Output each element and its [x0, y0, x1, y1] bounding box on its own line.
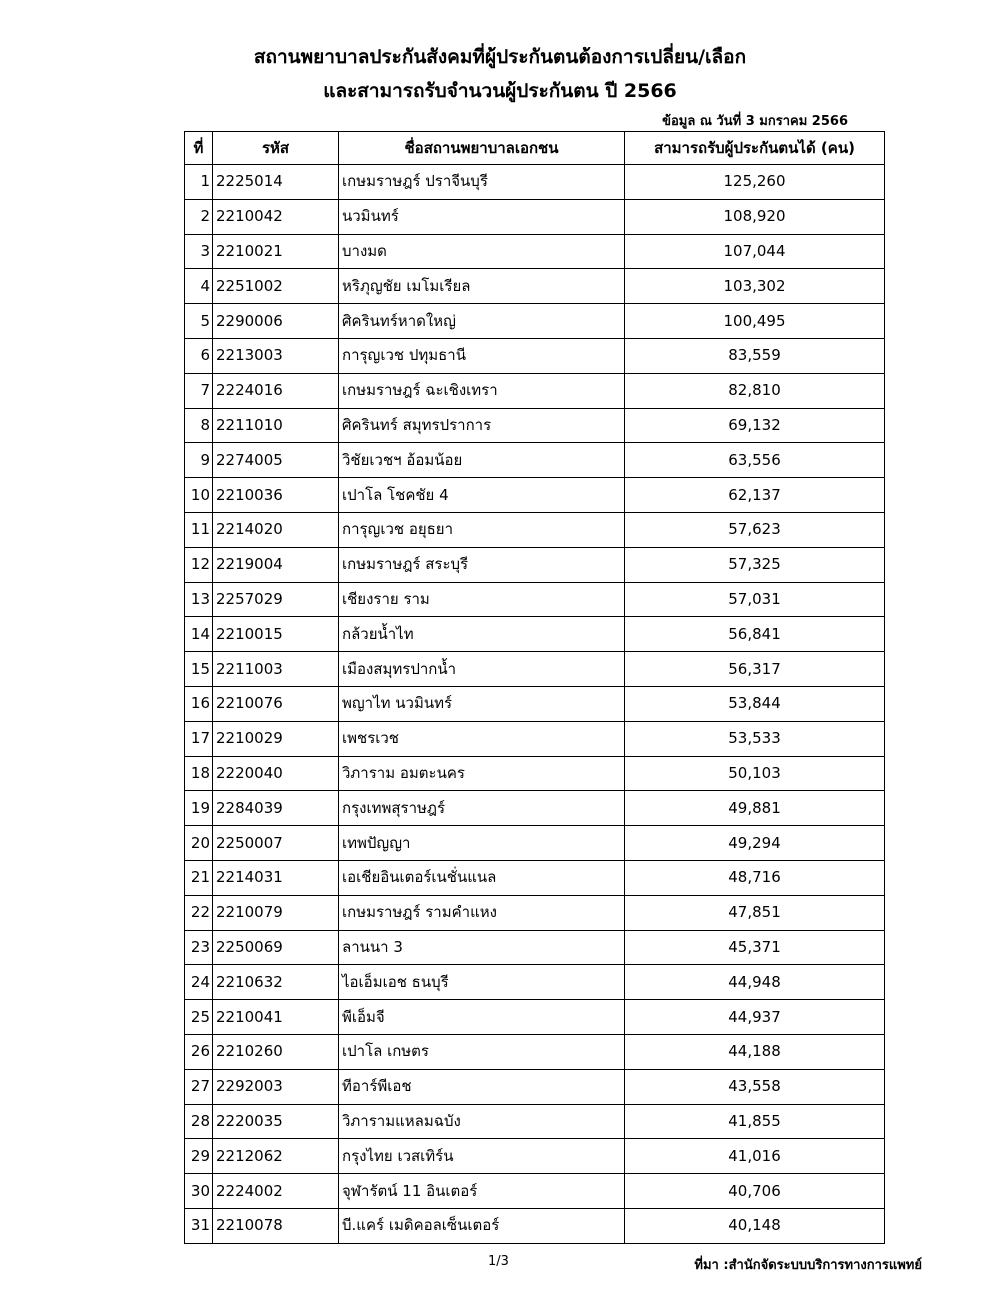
hospital-table — [184, 131, 885, 1244]
hospital-name: ทีอาร์พีเอช — [339, 1069, 625, 1104]
table-row — [185, 443, 885, 478]
table-row — [185, 199, 885, 234]
hospital-name: เกษมราษฎร์ ปราจีนบุรี — [339, 165, 625, 200]
table-row — [185, 373, 885, 408]
hospital-code: 2250007 — [213, 826, 339, 861]
table-row — [185, 721, 885, 756]
capacity-value: 57,623 — [625, 512, 885, 547]
table-row — [185, 1000, 885, 1035]
hospital-name: พญาไท นวมินทร์ — [339, 686, 625, 721]
table-row — [185, 269, 885, 304]
hospital-name: กรุงเทพสุราษฎร์ — [339, 791, 625, 826]
row-number: 14 — [185, 617, 213, 652]
hospital-code: 2210015 — [213, 617, 339, 652]
capacity-value: 40,706 — [625, 1174, 885, 1209]
hospital-code: 2211003 — [213, 652, 339, 687]
capacity-value: 63,556 — [625, 443, 885, 478]
table-row — [185, 1034, 885, 1069]
row-number: 13 — [185, 582, 213, 617]
hospital-code: 2220040 — [213, 756, 339, 791]
table-row — [185, 686, 885, 721]
capacity-value: 47,851 — [625, 895, 885, 930]
row-number: 30 — [185, 1174, 213, 1209]
capacity-value: 103,302 — [625, 269, 885, 304]
capacity-value: 57,325 — [625, 547, 885, 582]
row-number: 17 — [185, 721, 213, 756]
table-row — [185, 582, 885, 617]
row-number: 2 — [185, 199, 213, 234]
hospital-name: การุญเวช ปทุมธานี — [339, 338, 625, 373]
row-number: 10 — [185, 478, 213, 513]
hospital-code: 2211010 — [213, 408, 339, 443]
capacity-value: 50,103 — [625, 756, 885, 791]
hospital-name: เชียงราย ราม — [339, 582, 625, 617]
hospital-name: เปาโล โชคชัย 4 — [339, 478, 625, 513]
capacity-value: 44,948 — [625, 965, 885, 1000]
row-number: 15 — [185, 652, 213, 687]
source-note: ที่มา :สำนักจัดระบบบริการทางการแพทย์ — [694, 1258, 922, 1273]
hospital-name: เกษมราษฎร์ รามคำแหง — [339, 895, 625, 930]
hospital-code: 2214031 — [213, 860, 339, 895]
hospital-name: พีเอ็มจี — [339, 1000, 625, 1035]
capacity-value: 83,559 — [625, 338, 885, 373]
row-number: 23 — [185, 930, 213, 965]
hospital-name: ศิครินทร์หาดใหญ่ — [339, 304, 625, 339]
hospital-code: 2225014 — [213, 165, 339, 200]
table-row — [185, 478, 885, 513]
hospital-code: 2210076 — [213, 686, 339, 721]
row-number: 31 — [185, 1208, 213, 1243]
capacity-value: 82,810 — [625, 373, 885, 408]
row-number: 7 — [185, 373, 213, 408]
hospital-code: 2210021 — [213, 234, 339, 269]
table-row — [185, 756, 885, 791]
row-number: 26 — [185, 1034, 213, 1069]
hospital-name: การุญเวช อยุธยา — [339, 512, 625, 547]
hospital-name: บี.แคร์ เมดิคอลเซ็นเตอร์ — [339, 1208, 625, 1243]
capacity-value: 43,558 — [625, 1069, 885, 1104]
hospital-code: 2224002 — [213, 1174, 339, 1209]
row-number: 11 — [185, 512, 213, 547]
hospital-code: 2210260 — [213, 1034, 339, 1069]
hospital-code: 2274005 — [213, 443, 339, 478]
row-number: 1 — [185, 165, 213, 200]
hospital-name: เอเชียอินเตอร์เนชั่นแนล — [339, 860, 625, 895]
table-row — [185, 1174, 885, 1209]
hospital-code: 2292003 — [213, 1069, 339, 1104]
header-capacity: สามารถรับผู้ประกันตนได้ (คน) — [625, 132, 885, 165]
table-row — [185, 165, 885, 200]
table-row — [185, 895, 885, 930]
table-row — [185, 304, 885, 339]
hospital-name: เปาโล เกษตร — [339, 1034, 625, 1069]
row-number: 20 — [185, 826, 213, 861]
capacity-value: 62,137 — [625, 478, 885, 513]
capacity-value: 108,920 — [625, 199, 885, 234]
capacity-value: 107,044 — [625, 234, 885, 269]
capacity-value: 49,294 — [625, 826, 885, 861]
row-number: 24 — [185, 965, 213, 1000]
hospital-name: เทพปัญญา — [339, 826, 625, 861]
table-row — [185, 1069, 885, 1104]
capacity-value: 41,016 — [625, 1139, 885, 1174]
row-number: 27 — [185, 1069, 213, 1104]
row-number: 28 — [185, 1104, 213, 1139]
hospital-code: 2219004 — [213, 547, 339, 582]
hospital-name: กรุงไทย เวสเทิร์น — [339, 1139, 625, 1174]
capacity-value: 44,188 — [625, 1034, 885, 1069]
capacity-value: 45,371 — [625, 930, 885, 965]
hospital-code: 2210036 — [213, 478, 339, 513]
row-number: 5 — [185, 304, 213, 339]
table-row — [185, 826, 885, 861]
hospital-code: 2213003 — [213, 338, 339, 373]
hospital-code: 2250069 — [213, 930, 339, 965]
table-row — [185, 617, 885, 652]
table-row — [185, 965, 885, 1000]
hospital-name: เกษมราษฎร์ สระบุรี — [339, 547, 625, 582]
hospital-name: เมืองสมุทรปากน้ำ — [339, 652, 625, 687]
hospital-code: 2224016 — [213, 373, 339, 408]
hospital-name: วิภาราม อมตะนคร — [339, 756, 625, 791]
capacity-value: 56,841 — [625, 617, 885, 652]
row-number: 4 — [185, 269, 213, 304]
page-number: 1/3 — [488, 1254, 509, 1269]
row-number: 21 — [185, 860, 213, 895]
capacity-value: 125,260 — [625, 165, 885, 200]
capacity-value: 48,716 — [625, 860, 885, 895]
capacity-value: 56,317 — [625, 652, 885, 687]
table-row — [185, 1208, 885, 1243]
capacity-value: 69,132 — [625, 408, 885, 443]
table-row — [185, 512, 885, 547]
hospital-name: เกษมราษฎร์ ฉะเชิงเทรา — [339, 373, 625, 408]
page-subtitle: และสามารถรับจำนวนผู้ประกันตน ปี 2566 — [323, 80, 677, 102]
row-number: 19 — [185, 791, 213, 826]
table-header-row — [185, 132, 885, 165]
hospital-name: นวมินทร์ — [339, 199, 625, 234]
table-row — [185, 1139, 885, 1174]
row-number: 12 — [185, 547, 213, 582]
table-row — [185, 652, 885, 687]
capacity-value: 41,855 — [625, 1104, 885, 1139]
hospital-name: เพชรเวช — [339, 721, 625, 756]
hospital-code: 2251002 — [213, 269, 339, 304]
table-body — [185, 165, 885, 1244]
hospital-name: ลานนา 3 — [339, 930, 625, 965]
row-number: 16 — [185, 686, 213, 721]
capacity-value: 53,844 — [625, 686, 885, 721]
capacity-value: 57,031 — [625, 582, 885, 617]
hospital-code: 2210078 — [213, 1208, 339, 1243]
hospital-code: 2210632 — [213, 965, 339, 1000]
row-number: 9 — [185, 443, 213, 478]
table-row — [185, 860, 885, 895]
table-row — [185, 338, 885, 373]
hospital-code: 2212062 — [213, 1139, 339, 1174]
hospital-name: วิชัยเวชฯ อ้อมน้อย — [339, 443, 625, 478]
data-as-of-date: ข้อมูล ณ วันที่ 3 มกราคม 2566 — [662, 114, 848, 129]
hospital-code: 2290006 — [213, 304, 339, 339]
page-title: สถานพยาบาลประกันสังคมที่ผู้ประกันตนต้องการเปลี่ยน/เลือก — [253, 46, 747, 68]
hospital-name: บางมด — [339, 234, 625, 269]
hospital-code: 2210079 — [213, 895, 339, 930]
row-number: 3 — [185, 234, 213, 269]
hospital-code: 2220035 — [213, 1104, 339, 1139]
hospital-name: กล้วยน้ำไท — [339, 617, 625, 652]
row-number: 29 — [185, 1139, 213, 1174]
table-row — [185, 234, 885, 269]
hospital-name: ศิครินทร์ สมุทรปราการ — [339, 408, 625, 443]
hospital-code: 2210042 — [213, 199, 339, 234]
row-number: 25 — [185, 1000, 213, 1035]
hospital-code: 2284039 — [213, 791, 339, 826]
table-row — [185, 547, 885, 582]
table-row — [185, 930, 885, 965]
hospital-code: 2214020 — [213, 512, 339, 547]
header-name: ชื่อสถานพยาบาลเอกชน — [339, 132, 625, 165]
table-row — [185, 1104, 885, 1139]
hospital-name: จุฬารัตน์ 11 อินเตอร์ — [339, 1174, 625, 1209]
capacity-value: 44,937 — [625, 1000, 885, 1035]
row-number: 6 — [185, 338, 213, 373]
table-row — [185, 408, 885, 443]
hospital-name: หริภุญชัย เมโมเรียล — [339, 269, 625, 304]
row-number: 8 — [185, 408, 213, 443]
hospital-name: ไอเอ็มเอช ธนบุรี — [339, 965, 625, 1000]
row-number: 22 — [185, 895, 213, 930]
hospital-code: 2210041 — [213, 1000, 339, 1035]
capacity-value: 49,881 — [625, 791, 885, 826]
hospital-code: 2210029 — [213, 721, 339, 756]
table-row — [185, 791, 885, 826]
capacity-value: 53,533 — [625, 721, 885, 756]
header-code: รหัส — [213, 132, 339, 165]
header-no: ที่ — [185, 132, 213, 165]
capacity-value: 40,148 — [625, 1208, 885, 1243]
hospital-code: 2257029 — [213, 582, 339, 617]
hospital-name: วิภารามแหลมฉบัง — [339, 1104, 625, 1139]
row-number: 18 — [185, 756, 213, 791]
capacity-value: 100,495 — [625, 304, 885, 339]
